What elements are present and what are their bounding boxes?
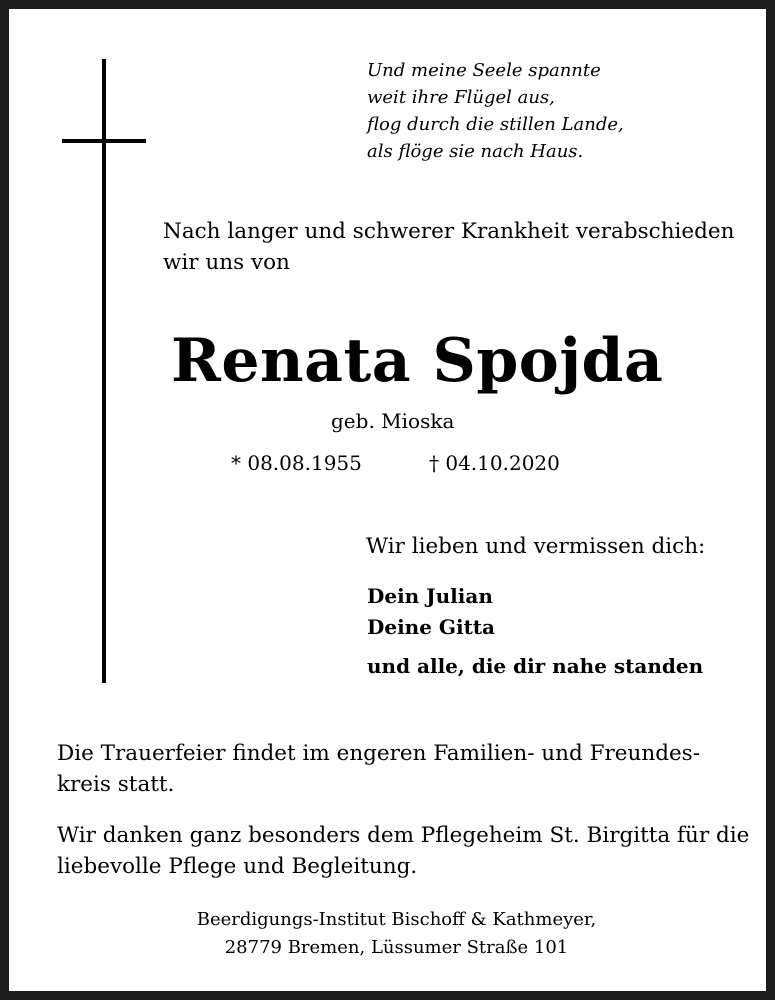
thanks-notice-line: Wir danken ganz besonders dem Pflegeheim St. Birgitta für die (57, 823, 750, 848)
intro-line: wir uns von (163, 250, 290, 275)
funeral-notice (57, 738, 757, 800)
deceased-name: Renata Spojda (171, 326, 664, 396)
mourner-name: Dein Julian (367, 584, 493, 608)
birth-date: * 08.08.1955 (231, 451, 362, 475)
cross-horizontal-bar (62, 139, 146, 143)
death-date: † 04.10.2020 (429, 451, 560, 475)
poem-line: weit ihre Flügel aus, (367, 87, 555, 108)
mourners-list (367, 581, 495, 643)
intro-line: Nach langer und schwerer Krankheit verabschieden (163, 219, 735, 244)
intro-text (163, 216, 753, 278)
undertaker-line: 28779 Bremen, Lüssumer Straße 101 (224, 937, 569, 958)
funeral-notice-line: kreis statt. (57, 772, 175, 797)
mourners-heading: Wir lieben und vermissen dich: (366, 534, 706, 559)
cross-vertical-bar (102, 59, 106, 683)
poem-line: flog durch die stillen Lande, (367, 114, 624, 135)
thanks-notice (57, 820, 757, 882)
poem (367, 57, 767, 165)
poem-line: als flöge sie nach Haus. (367, 141, 584, 162)
mourner-name: Deine Gitta (367, 615, 496, 639)
maiden-name: geb. Mioska (331, 409, 455, 433)
funeral-notice-line: Die Trauerfeier findet im engeren Familien- und Freundes- (57, 741, 700, 766)
poem-line: Und meine Seele spannte (367, 60, 601, 81)
thanks-notice-line: liebevolle Pflege und Begleitung. (57, 854, 418, 879)
mourners-closing: und alle, die dir nahe standen (367, 654, 704, 678)
undertaker-line: Beerdigungs-Institut Bischoff & Kathmeyer, (196, 909, 597, 930)
undertaker-address (9, 906, 775, 962)
